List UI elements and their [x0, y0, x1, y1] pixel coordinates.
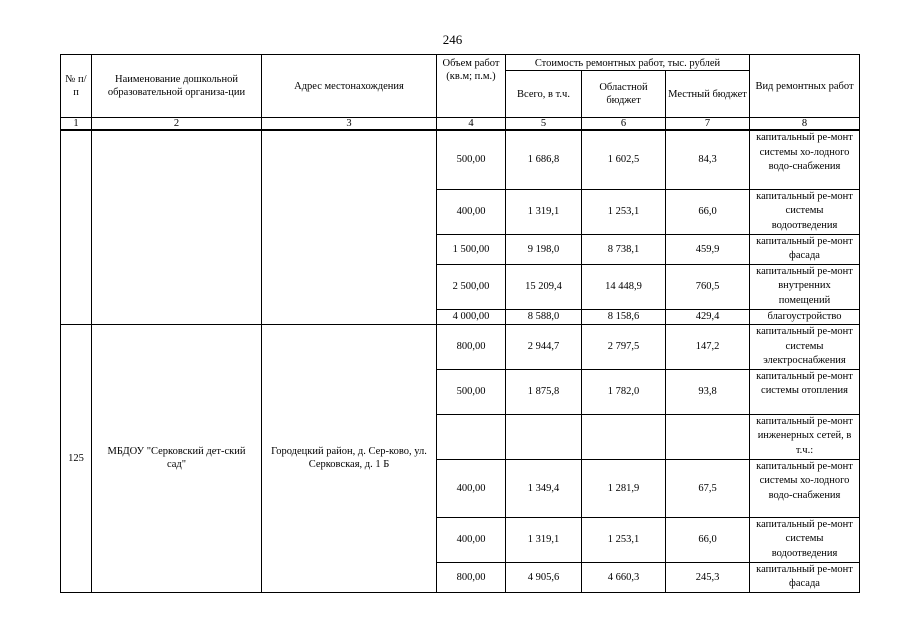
header-work-volume: Объем работ (кв.м; п.м.): [437, 55, 506, 118]
row-number-cell: [61, 130, 92, 325]
volume-cell: 500,00: [437, 369, 506, 414]
header-work-type: Вид ремонтных работ: [750, 55, 860, 118]
volume-cell: 1 500,00: [437, 234, 506, 264]
regional-cell: 14 448,9: [582, 264, 666, 309]
volume-cell: 400,00: [437, 517, 506, 562]
header-cost-group: Стоимость ремонтных работ, тыс. рублей: [506, 55, 750, 71]
volume-cell: 400,00: [437, 189, 506, 234]
column-number: 7: [666, 118, 750, 131]
total-cell: 4 905,6: [506, 562, 582, 592]
table-row: [61, 325, 860, 370]
total-cell: 1 686,8: [506, 130, 582, 189]
total-cell: 1 319,1: [506, 189, 582, 234]
local-cell: 67,5: [666, 459, 750, 517]
table-row: [61, 130, 860, 189]
column-number: 5: [506, 118, 582, 131]
regional-cell: 8 738,1: [582, 234, 666, 264]
total-cell: [506, 414, 582, 459]
volume-cell: 400,00: [437, 459, 506, 517]
volume-cell: 500,00: [437, 130, 506, 189]
volume-cell: 800,00: [437, 562, 506, 592]
work-type-cell: благоустройство: [750, 309, 860, 325]
header-address: Адрес местонахождения: [262, 55, 437, 118]
local-cell: [666, 414, 750, 459]
work-type-cell: капитальный ре-монт инженерных сетей, в т.ч.:: [750, 414, 860, 459]
column-number: 6: [582, 118, 666, 131]
local-cell: 459,9: [666, 234, 750, 264]
local-cell: 84,3: [666, 130, 750, 189]
column-number: 8: [750, 118, 860, 131]
address-cell: [262, 130, 437, 325]
address-cell: Городецкий район, д. Сер-ково, ул. Серковская, д. 1 Б: [262, 325, 437, 593]
local-cell: 760,5: [666, 264, 750, 309]
column-numbers-row: [61, 118, 860, 131]
row-number-cell: 125: [61, 325, 92, 593]
regional-cell: 4 660,3: [582, 562, 666, 592]
regional-cell: 1 253,1: [582, 517, 666, 562]
local-cell: 147,2: [666, 325, 750, 370]
volume-cell: [437, 414, 506, 459]
organization-name-cell: [92, 130, 262, 325]
work-type-cell: капитальный ре-монт фасада: [750, 234, 860, 264]
volume-cell: 800,00: [437, 325, 506, 370]
total-cell: 1 875,8: [506, 369, 582, 414]
volume-cell: 2 500,00: [437, 264, 506, 309]
column-number: 3: [262, 118, 437, 131]
local-cell: 66,0: [666, 517, 750, 562]
regional-cell: 1 281,9: [582, 459, 666, 517]
volume-cell: 4 000,00: [437, 309, 506, 325]
header-local-budget: Местный бюджет: [666, 71, 750, 118]
work-type-cell: капитальный ре-монт системы хо-лодного водо-снабжения: [750, 130, 860, 189]
column-number: 1: [61, 118, 92, 131]
regional-cell: 8 158,6: [582, 309, 666, 325]
work-type-cell: капитальный ре-монт внутренних помещений: [750, 264, 860, 309]
local-cell: 93,8: [666, 369, 750, 414]
header-organization-name: Наименование дошкольной образовательной организа-ции: [92, 55, 262, 118]
work-type-cell: капитальный ре-монт фасада: [750, 562, 860, 592]
local-cell: 245,3: [666, 562, 750, 592]
regional-cell: 1 602,5: [582, 130, 666, 189]
regional-cell: 1 253,1: [582, 189, 666, 234]
regional-cell: 2 797,5: [582, 325, 666, 370]
work-type-cell: капитальный ре-монт системы электроснабжения: [750, 325, 860, 370]
page-number: 246: [442, 32, 463, 47]
total-cell: 9 198,0: [506, 234, 582, 264]
work-type-cell: капитальный ре-монт системы водоотведения: [750, 189, 860, 234]
work-type-cell: капитальный ре-монт системы водоотведения: [750, 517, 860, 562]
total-cell: 15 209,4: [506, 264, 582, 309]
regional-cell: [582, 414, 666, 459]
regional-cell: 1 782,0: [582, 369, 666, 414]
organization-name-cell: МБДОУ "Серковский дет-ский сад": [92, 325, 262, 593]
local-cell: 66,0: [666, 189, 750, 234]
column-number: 2: [92, 118, 262, 131]
local-cell: 429,4: [666, 309, 750, 325]
work-type-cell: капитальный ре-монт системы хо-лодного водо-снабжения: [750, 459, 860, 517]
repair-works-table: [60, 54, 860, 593]
total-cell: 8 588,0: [506, 309, 582, 325]
header-regional-budget: Областной бюджет: [582, 71, 666, 118]
total-cell: 1 319,1: [506, 517, 582, 562]
work-type-cell: капитальный ре-монт системы отопления: [750, 369, 860, 414]
total-cell: 2 944,7: [506, 325, 582, 370]
total-cell: 1 349,4: [506, 459, 582, 517]
header-row-number: № п/п: [61, 55, 92, 118]
column-number: 4: [437, 118, 506, 131]
header-total: Всего, в т.ч.: [506, 71, 582, 118]
